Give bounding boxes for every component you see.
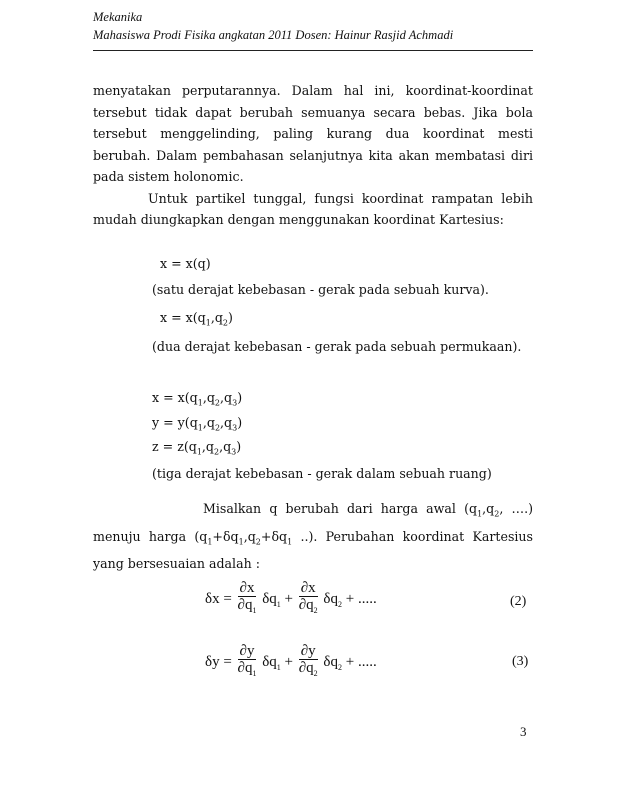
equation-2-number: (2): [510, 594, 527, 609]
body-text: [93, 80, 533, 231]
header-author-line: Mahasiswa Prodi Fisika angkatan 2011 Dosen: Hainur Rasjid Achmadi: [93, 28, 454, 42]
equations-three-dof: [152, 388, 242, 462]
header-course-title: Mekanika: [93, 10, 143, 24]
equation-2: δx = $\frac{\partial x}{\partial q_1}$ $\delta q_1$ + $\frac{\partial x}{\partial q_2}$ $\delta q_2$ + .....: [205, 580, 377, 619]
equation-3: δy = $\frac{\partial y}{\partial q_1}$ $\delta q_1$ + $\frac{\partial y}{\partial q_2}$ $\delta q_2$ + .....: [205, 643, 377, 682]
note-three-dof: (tiga derajat kebebasan - gerak dalam sebuah ruang): [152, 466, 492, 481]
note-two-dof: (dua derajat kebebasan - gerak pada sebuah permukaan).: [152, 339, 522, 354]
page-number: 3: [520, 724, 527, 739]
partial-fraction-4: $\frac{\partial y}{\partial q_2}$: [298, 643, 318, 678]
note-one-dof: (satu derajat kebebasan - gerak pada sebuah kurva).: [152, 282, 489, 297]
running-header: [93, 8, 453, 44]
equation-z: $z = z(q_1,q_2,q_3)$: [152, 439, 242, 457]
equation-x: $x = x(q_1,q_2,q_3)$: [152, 390, 243, 408]
header-divider: [93, 50, 533, 51]
equation-y: $y = y(q_1,q_2,q_3)$: [152, 414, 243, 433]
partial-fraction-1: $\frac{\partial x}{\partial q_1}$: [237, 580, 257, 615]
partial-fraction-2: $\frac{\partial x}{\partial q_2}$: [298, 580, 318, 615]
paragraph-3: Misalkan q berubah dari harga awal ($q_1,q_2$, ….) menuju harga ($q_1+\delta q_1,q_2+\delta q_1$ ..). Perubahan koordinat Kartesius yang bersesuaian adalah :: [93, 501, 534, 572]
paragraph-2: Untuk partikel tunggal, fungsi koordinat rampatan lebih mudah diungkapkan dengan menggunakan koordinat Kartesius:: [93, 190, 533, 227]
equation-two-dof: $x = x(q_1,q_2)$: [160, 310, 233, 328]
equation-one-dof: x = x(q): [160, 256, 211, 271]
equation-3-number: (3): [512, 654, 529, 669]
paragraph-1: menyatakan perputarannya. Dalam hal ini, koordinat-koordinat tersebut tidak dapat berubah semuanya secara bebas. Jika bola tersebut menggelinding, paling kurang dua koordinat mesti berubah. Dalam pembahasan selanjutnya kita akan membatasi diri pada sistem holonomic.: [93, 83, 533, 184]
partial-fraction-3: $\frac{\partial y}{\partial q_1}$: [237, 643, 257, 678]
